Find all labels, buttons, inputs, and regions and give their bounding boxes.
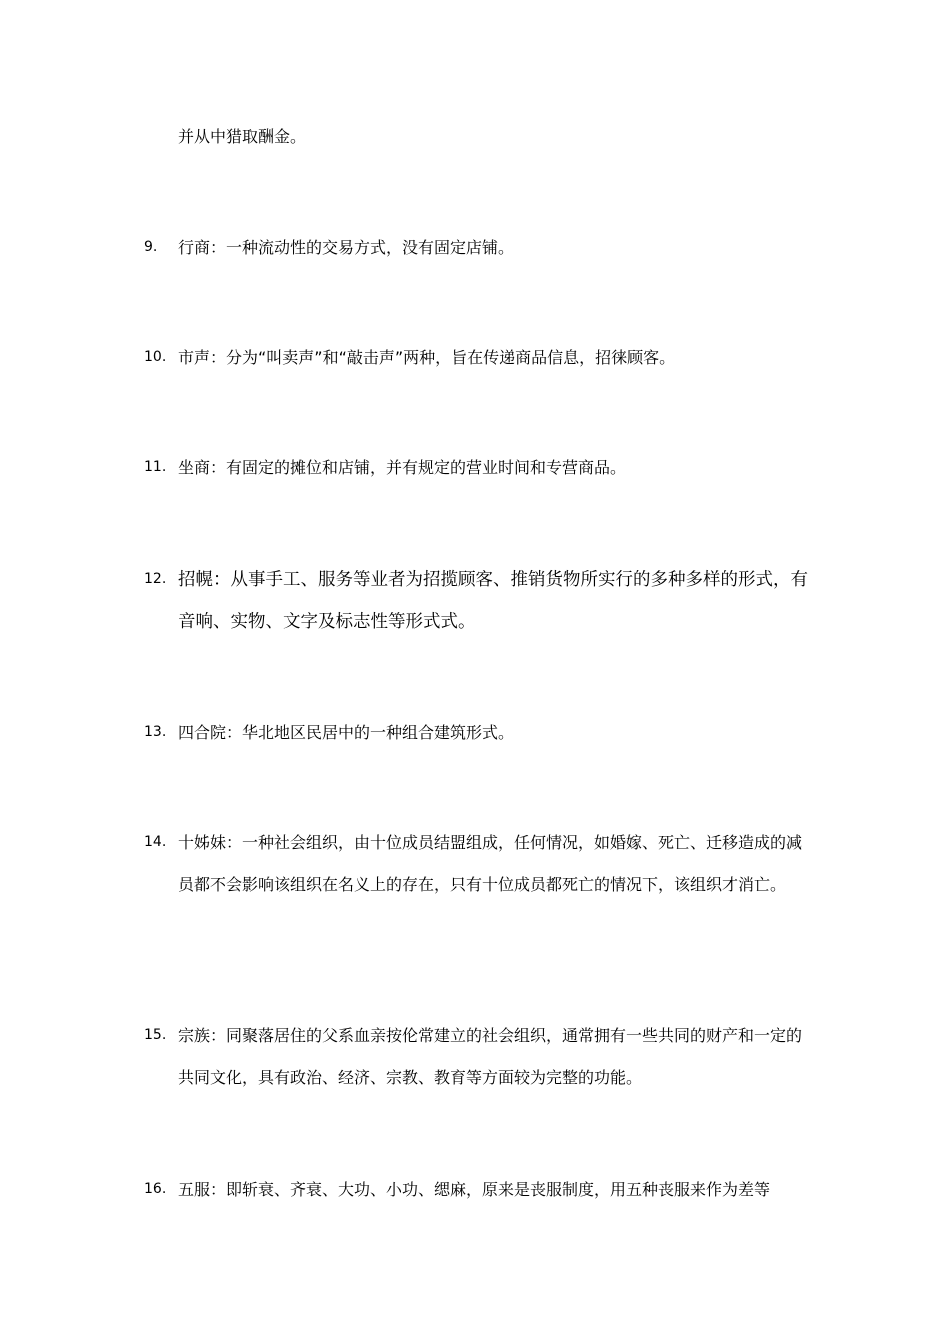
continuation-text: 并从中猎取酬金。: [178, 127, 307, 146]
item-number: 15.: [144, 1027, 167, 1043]
item-number: 12.: [144, 571, 167, 587]
item-text: 行商：一种流动性的交易方式，没有固定店铺。: [178, 238, 515, 257]
item-number: 16.: [144, 1181, 167, 1197]
item-number: 11.: [144, 459, 167, 475]
item-text: 五服：即斩衰、齐衰、大功、小功、缌麻，原来是丧服制度，用五种丧服来作为差等: [178, 1180, 771, 1199]
item-number: 9.: [144, 239, 158, 255]
item-text: 招幌：从事手工、服务等业者为招揽顾客、推销货物所实行的多种多样的形式，有音响、实物、文字及标志性等形式式。: [178, 570, 808, 632]
item-text: 坐商：有固定的摊位和店铺，并有规定的营业时间和专营商品。: [178, 458, 627, 477]
item-text: 十姊妹：一种社会组织，由十位成员结盟组成，任何情况，如婚嫁、死亡、迁移造成的减员都不会影响该组织在名义上的存在，只有十位成员都死亡的情况下，该组织才消亡。: [178, 833, 803, 894]
item-text: 四合院：华北地区民居中的一种组合建筑形式。: [178, 723, 515, 742]
item-text: 市声：分为“叫卖声”和“敲击声”两种，旨在传递商品信息，招徕顾客。: [178, 348, 676, 367]
item-text: 宗族：同聚落居住的父系血亲按伦常建立的社会组织，通常拥有一些共同的财产和一定的共同文化，具有政治、经济、宗教、教育等方面较为完整的功能。: [178, 1026, 803, 1087]
item-number: 14.: [144, 834, 167, 850]
item-number: 13.: [144, 724, 167, 740]
item-number: 10.: [144, 349, 167, 365]
